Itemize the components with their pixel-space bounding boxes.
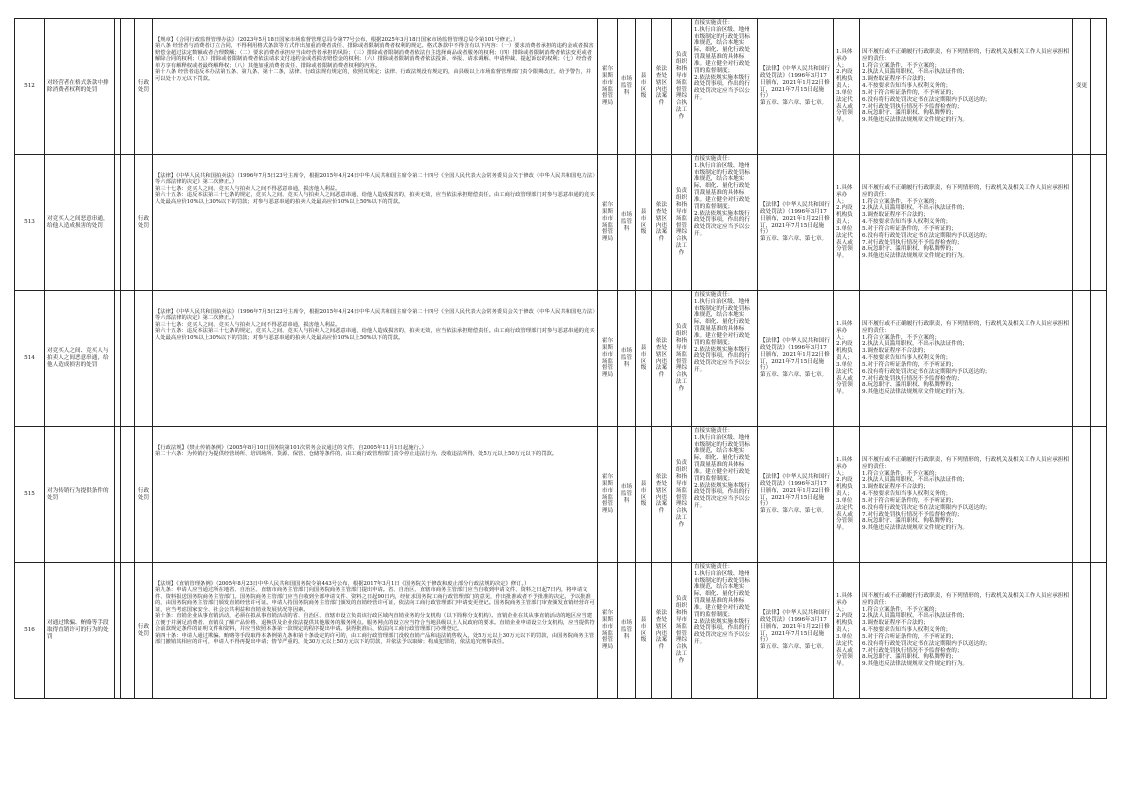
cell-responsible-office: 市场监管科 (618, 563, 636, 699)
cell-legal-basis: 【法律】《中华人民共和国拍卖法》（1996年7月5日23号主席令，根据2015年4月24日中华人民共和国主席令第二十四号《全国人民代表大会常务委员会关于修改〈中华人民共和国电力法〉等六部法律的决定》第二次修正。） 第三十七条：竞买人之间、竞买人与拍卖人之间不得恶意串通，损害他人利益。 第六十五条：违反本法第三十七条的规定，竞买人之间、竞买人与拍卖人之间恶意串通，给他人造成损害的，拍卖无效，应当依法承担赔偿责任。由工商行政管理部门对参与恶意串通的竞买人处最高应价10%以上30%以下的罚款；对参与恶意串通的拍卖人处最高应价10%以上50%以下的罚款。 (153, 291, 598, 427)
cell-scope: 依法查处辖区内违法案件 (652, 19, 672, 155)
cell-sub-item (121, 427, 135, 563)
cell-implementing-department: 霍尔果斯市市场监督管理局 (598, 155, 618, 291)
cell-scope: 依法查处辖区内违法案件 (652, 563, 672, 699)
cell-responsibility-matters: 直接实施责任： 1.执行自治区级、地州市级制定的行政处罚标准规范，结合本地实际，细化、量化行政处罚裁量基准的具体标准。建立健全对行政处罚的监督制度； 2.依法依规实施本级行政处罚事项，作出的行政处罚决定应当予以公开。 (692, 155, 758, 291)
cell-accountability-basis: 【法律】《中华人民共和国行政处罚法》（1996年3月17日颁布，2021年1月22日修订，2021年7月15日起施行） 第五章、第六章、第七章。 (758, 19, 834, 155)
cell-admin-level: 县市区级 (636, 563, 652, 699)
cell-power-type: 行政 处罚 (135, 155, 153, 291)
cell-responsible-office: 市场监管科 (618, 427, 636, 563)
table-row (15, 155, 1107, 291)
cell-accountability-situations: 因不履行或不正确履行行政职责，有下列情形的，行政机关及相关工作人员应承担相应的责任： 1.符合立案条件，不予立案的； 2.执法人员滥用职权，不出示执法证件的； 3.调查取证程序不合法的； 4.不按要求告知当事人权利义务的； 5.对于符合听证条件的，不予听证的； 6.没有将行政处罚决定书在法定期限内予以送达的； 7.对行政处罚执行情况不予监督检查的； 8.玩忽职守、滥用职权、徇私舞弊的； 9.其他违反法律法规规章文件规定的行为。 (860, 155, 1073, 291)
cell-department-duty: 负责组织和指导市场监督管理综合执法工作 (672, 291, 692, 427)
table-row (15, 19, 1107, 155)
cell-item-name: 对竞买人之间、竞买人与拍卖人之间恶意串通，给他人造成损害的处罚 (45, 291, 115, 427)
table-row (15, 427, 1107, 563)
cell-implementing-department: 霍尔果斯市市场监督管理局 (598, 563, 618, 699)
cell-power-type (135, 291, 153, 427)
cell-item-number: 513 (15, 155, 45, 291)
cell-accountability-situations: 因不履行或不正确履行行政职责，有下列情形的，行政机关及相关工作人员应承担相应的责任： 1.符合立案条件，不予立案的； 2.执法人员滥用职权，不出示执法证件的； 3.调查取证程序不合法的； 4.不按要求告知当事人权利义务的； 5.对于符合听证条件的，不予听证的； 6.没有将行政处罚决定书在法定期限内予以送达的； 7.对行政处罚执行情况不予监督检查的； 8.玩忽职守、滥用职权、徇私舞弊的； 9.其他违反法律法规规章文件规定的行为。 (860, 291, 1073, 427)
cell-responsibility-matters: 直接实施责任： 1.执行自治区级、地州市级制定的行政处罚标准规范，结合本地实际，细化、量化行政处罚裁量基准的具体标准。建立健全对行政处罚的监督制度； 2.依法依规实施本级行政处罚事项，作出的行政处罚决定应当予以公开。 (692, 291, 758, 427)
cell-trailing (1091, 19, 1107, 155)
cell-responsibility-matters: 直接实施责任： 1.执行自治区级、地州市级制定的行政处罚标准规范，结合本地实际，细化、量化行政处罚裁量基准的具体标准。建立健全对行政处罚的监督制度； 2.依法依规实施本级行政处罚事项，作出的行政处罚决定应当予以公开。 (692, 563, 758, 699)
cell-power-type: 行政 处罚 (135, 19, 153, 155)
cell-remark: 变更 (1073, 19, 1091, 155)
cell-responsibility-matters: 直接实施责任： 1.执行自治区级、地州市级制定的行政处罚标准规范，结合本地实际，细化、量化行政处罚裁量基准的具体标准。建立健全对行政处罚的监督制度； 2.依法依规实施本级行政处罚事项，作出的行政处罚决定应当予以公开。 (692, 19, 758, 155)
cell-trailing (1091, 563, 1107, 699)
cell-department-duty: 负责组织和指导市场监督管理综合执法工作 (672, 155, 692, 291)
cell-legal-basis: 【规章】《合同行政监督管理办法》（2023年5月18日国家市场监督管理总局令第77号公布，根据2025年3月18日国家市场监督管理总局令第101号修正。） 第八条 经营者与消费者订立合同，不得利用格式条款等方式作出加重消费者责任、排除或者限制消费者权利的规定。格式条款中不得含有以下内容：（一）要求消费者承担的违约金或者损害赔偿金超过法定数额或者合理数额；（二）要求消费者承担应当由经营者承担的风险；（三）排除或者限制消费者依法自主选择商品或者服务的权利；（四）排除或者限制消费者依法变更或者解除合同的权利；（五）排除或者限制消费者依法请求支付违约金或者损害赔偿金的权利；（六）排除或者限制消费者依法投诉、举报、请求调解、申请仲裁、提起诉讼的权利；（七）经营者单方享有解释权或者最终解释权；（八）其他加重消费者责任、排除或者限制消费者权利的内容。 第十八条 经营者违反本办法第五条、第九条、第十二条，法律、行政法规有规定的，依照其规定；法律、行政法规没有规定的，由县级以上市场监督管理部门责令限期改正，给予警告，并可以处十万元以下罚款。 (153, 19, 598, 155)
cell-responsible-office: 市场监管科 (618, 291, 636, 427)
cell-responsible-office: 市场监管科 (618, 155, 636, 291)
cell-remark (1073, 155, 1091, 291)
cell-sub-item (121, 291, 135, 427)
cell-remark (1073, 563, 1091, 699)
cell-responsible-persons: 1.具体承办人； 2.内设机构负责人； 3.单位法定代表人或分管领导。 (834, 19, 860, 155)
cell-admin-level: 县市区级 (636, 291, 652, 427)
cell-scope: 依法查处辖区内违法案件 (652, 155, 672, 291)
cell-responsible-persons: 1.具体承办人； 2.内设机构负责人； 3.单位法定代表人或分管领导。 (834, 427, 860, 563)
cell-sub-item (121, 19, 135, 155)
cell-responsibility-matters: 直接实施责任： 1.执行自治区级、地州市级制定的行政处罚标准规范，结合本地实际，细化、量化行政处罚裁量基准的具体标准。建立健全对行政处罚的监督制度； 2.依法依规实施本级行政处罚事项，作出的行政处罚决定应当予以公开。 (692, 427, 758, 563)
cell-implementing-department: 霍尔果斯市市场监督管理局 (598, 19, 618, 155)
cell-implementing-department: 霍尔果斯市市场监督管理局 (598, 291, 618, 427)
cell-power-type: 行政 处罚 (135, 563, 153, 699)
table-row (15, 291, 1107, 427)
cell-legal-basis: 【行政法规】《禁止传销条例》（2005年8月10日国务院第101次常务会议通过的文件，自2005年11月1日起施行。） 第二十六条：为传销行为提供经营场所、培训场所、货源、保管、仓储等条件的，由工商行政管理部门责令停止违法行为，没收违法所得，处5万元以上50万元以下的罚款。 (153, 427, 598, 563)
cell-accountability-basis: 【法律】《中华人民共和国行政处罚法》（1996年3月17日颁布，2021年1月22日修订，2021年7月15日起施行） 第五章、第六章、第七章。 (758, 563, 834, 699)
table-row (15, 563, 1107, 699)
cell-admin-level: 县市区级 (636, 19, 652, 155)
cell-trailing (1091, 427, 1107, 563)
cell-remark (1073, 427, 1091, 563)
cell-admin-level: 县市区级 (636, 427, 652, 563)
cell-item-name: 对竞买人之间恶意串通，给他人造成损害的处罚 (45, 155, 115, 291)
cell-department-duty: 负责组织和指导市场监督管理综合执法工作 (672, 19, 692, 155)
cell-implementing-department: 霍尔果斯市市场监督管理局 (598, 427, 618, 563)
cell-trailing (1091, 155, 1107, 291)
cell-trailing (1091, 291, 1107, 427)
cell-responsible-persons: 1.具体承办人； 2.内设机构负责人； 3.单位法定代表人或分管领导。 (834, 291, 860, 427)
cell-accountability-basis: 【法律】《中华人民共和国行政处罚法》（1996年3月17日颁布，2021年1月22日修订，2021年7月15日起施行） 第五章、第六章、第七章。 (758, 427, 834, 563)
cell-sub-item (121, 155, 135, 291)
cell-item-number: 512 (15, 19, 45, 155)
cell-item-number: 516 (15, 563, 45, 699)
cell-item-name: 对通过欺骗、贿赂等手段取得直销许可的行为的处罚 (45, 563, 115, 699)
table-body (15, 19, 1107, 699)
cell-legal-basis: 【法规】《直销管理条例》（2005年8月23日中华人民共和国国务院令第443号公布，根据2017年3月1日《国务院关于修改和废止部分行政法规的决定》修订。） 第九条：申请人应当通过所在地省、自治区、直辖市商务主管部门向国务院商务主管部门提出申请。省、自治区、直辖市商务主管部门应当自收到申请文件、资料之日起7日内，将申请文件、资料报送国务院商务主管部门。国务院商务主管部门应当自收到全部申请文件、资料之日起90日内，经征求国务院工商行政管理部门的意见，作出批准或者不予批准的决定。予以批准的，由国务院商务主管部门颁发直销经营许可证。申请人持国务院商务主管部门颁发的直销经营许可证，依法向工商行政管理部门申请变更登记。国务院商务主管部门审查颁发直销经营许可证，应当考虑国家安全、社会公共利益和直销业发展状况等因素。 第十条：直销企业从事直销活动，必须在拟从事直销活动的省、自治区、直辖市设立负责该行政区域内直销业务的分支机构（以下简称分支机构）。直销企业在其从事直销活动的地区应当建立便于并满足消费者、直销员了解产品价格、退换货及企业依法提供其他服务的服务网点。服务网点的设立应当符合当地县级以上人民政府的要求。直销企业申请设立分支机构，应当提供符合前款规定条件的证明文件和资料，并应当依照本条第一款规定的程序提出申请。获得批准后，依法向工商行政管理部门办理登记。 第四十条：申请人通过欺骗、贿赂等手段取得本条例第九条和第十条设定的许可的，由工商行政管理部门没收直销产品和违法销售收入，处5万元以上30万元以下的罚款，由国务院商务主管部门撤销其相应的许可，申请人不得再提出申请；情节严重的，处30万元以上50万元以下的罚款，并依法予以取缔；构成犯罪的，依法追究刑事责任。 (153, 563, 598, 699)
cell-remark (1073, 291, 1091, 427)
cell-accountability-situations: 因不履行或不正确履行行政职责，有下列情形的，行政机关及相关工作人员应承担相应的责任： 1.符合立案条件，不予立案的； 2.执法人员滥用职权，不出示执法证件的； 3.调查取证程序不合法的； 4.不按要求告知当事人权利义务的； 5.对于符合听证条件的，不予听证的； 6.没有将行政处罚决定书在法定期限内予以送达的； 7.对行政处罚执行情况不予监督检查的； 8.玩忽职守、滥用职权、徇私舞弊的； 9.其他违反法律法规规章文件规定的行为。 (860, 563, 1073, 699)
cell-item-number: 515 (15, 427, 45, 563)
cell-item-number: 514 (15, 291, 45, 427)
cell-accountability-basis: 【法律】《中华人民共和国行政处罚法》（1996年3月17日颁布，2021年1月22日修订，2021年7月15日起施行） 第五章、第六章、第七章。 (758, 155, 834, 291)
cell-item-name: 对为传销行为提供条件的处罚 (45, 427, 115, 563)
cell-item-name: 对经营者在格式条款中排除消费者权利的处罚 (45, 19, 115, 155)
cell-department-duty: 负责组织和指导市场监督管理综合执法工作 (672, 563, 692, 699)
cell-scope: 依法查处辖区内违法案件 (652, 427, 672, 563)
cell-responsible-persons: 1.具体承办人； 2.内设机构负责人； 3.单位法定代表人或分管领导。 (834, 563, 860, 699)
power-list-table (14, 18, 1107, 699)
power-list-table-sheet (14, 18, 1107, 699)
cell-admin-level: 县市区级 (636, 155, 652, 291)
cell-accountability-basis: 【法律】《中华人民共和国行政处罚法》（1996年3月17日颁布，2021年1月22日修订，2021年7月15日起施行） 第五章、第六章、第七章。 (758, 291, 834, 427)
cell-legal-basis: 【法律】《中华人民共和国拍卖法》（1996年7月5日23号主席令，根据2015年4月24日中华人民共和国主席令第二十四号《全国人民代表大会常务委员会关于修改〈中华人民共和国电力法〉等六部法律的决定》第二次修正。） 第三十七条：竞买人之间、竞买人与拍卖人之间不得恶意串通，损害他人利益。 第六十五条：违反本法第三十七条的规定，竞买人之间、竞买人与拍卖人之间恶意串通，给他人造成损害的，拍卖无效，应当依法承担赔偿责任。由工商行政管理部门对参与恶意串通的竞买人处最高应价10%以上30%以下的罚款；对参与恶意串通的拍卖人处最高应价10%以上50%以下的罚款。 (153, 155, 598, 291)
cell-accountability-situations: 因不履行或不正确履行行政职责，有下列情形的，行政机关及相关工作人员应承担相应的责任： 1.符合立案条件，不予立案的； 2.执法人员滥用职权，不出示执法证件的； 3.调查取证程序不合法的； 4.不按要求告知当事人权利义务的； 5.对于符合听证条件的，不予听证的； 6.没有将行政处罚决定书在法定期限内予以送达的； 7.对行政处罚执行情况不予监督检查的； 8.玩忽职守、滥用职权、徇私舞弊的； 9.其他违反法律法规规章文件规定的行为。 (860, 19, 1073, 155)
cell-department-duty: 负责组织和指导市场监督管理综合执法工作 (672, 427, 692, 563)
cell-power-type: 行政 处罚 (135, 427, 153, 563)
cell-responsible-office: 市场监管科 (618, 19, 636, 155)
cell-responsible-persons: 1.具体承办人； 2.内设机构负责人； 3.单位法定代表人或分管领导。 (834, 155, 860, 291)
cell-scope: 依法查处辖区内违法案件 (652, 291, 672, 427)
cell-sub-item (121, 563, 135, 699)
cell-accountability-situations: 因不履行或不正确履行行政职责，有下列情形的，行政机关及相关工作人员应承担相应的责任： 1.符合立案条件，不予立案的； 2.执法人员滥用职权，不出示执法证件的； 3.调查取证程序不合法的； 4.不按要求告知当事人权利义务的； 5.对于符合听证条件的，不予听证的； 6.没有将行政处罚决定书在法定期限内予以送达的； 7.对行政处罚执行情况不予监督检查的； 8.玩忽职守、滥用职权、徇私舞弊的； 9.其他违反法律法规规章文件规定的行为。 (860, 427, 1073, 563)
